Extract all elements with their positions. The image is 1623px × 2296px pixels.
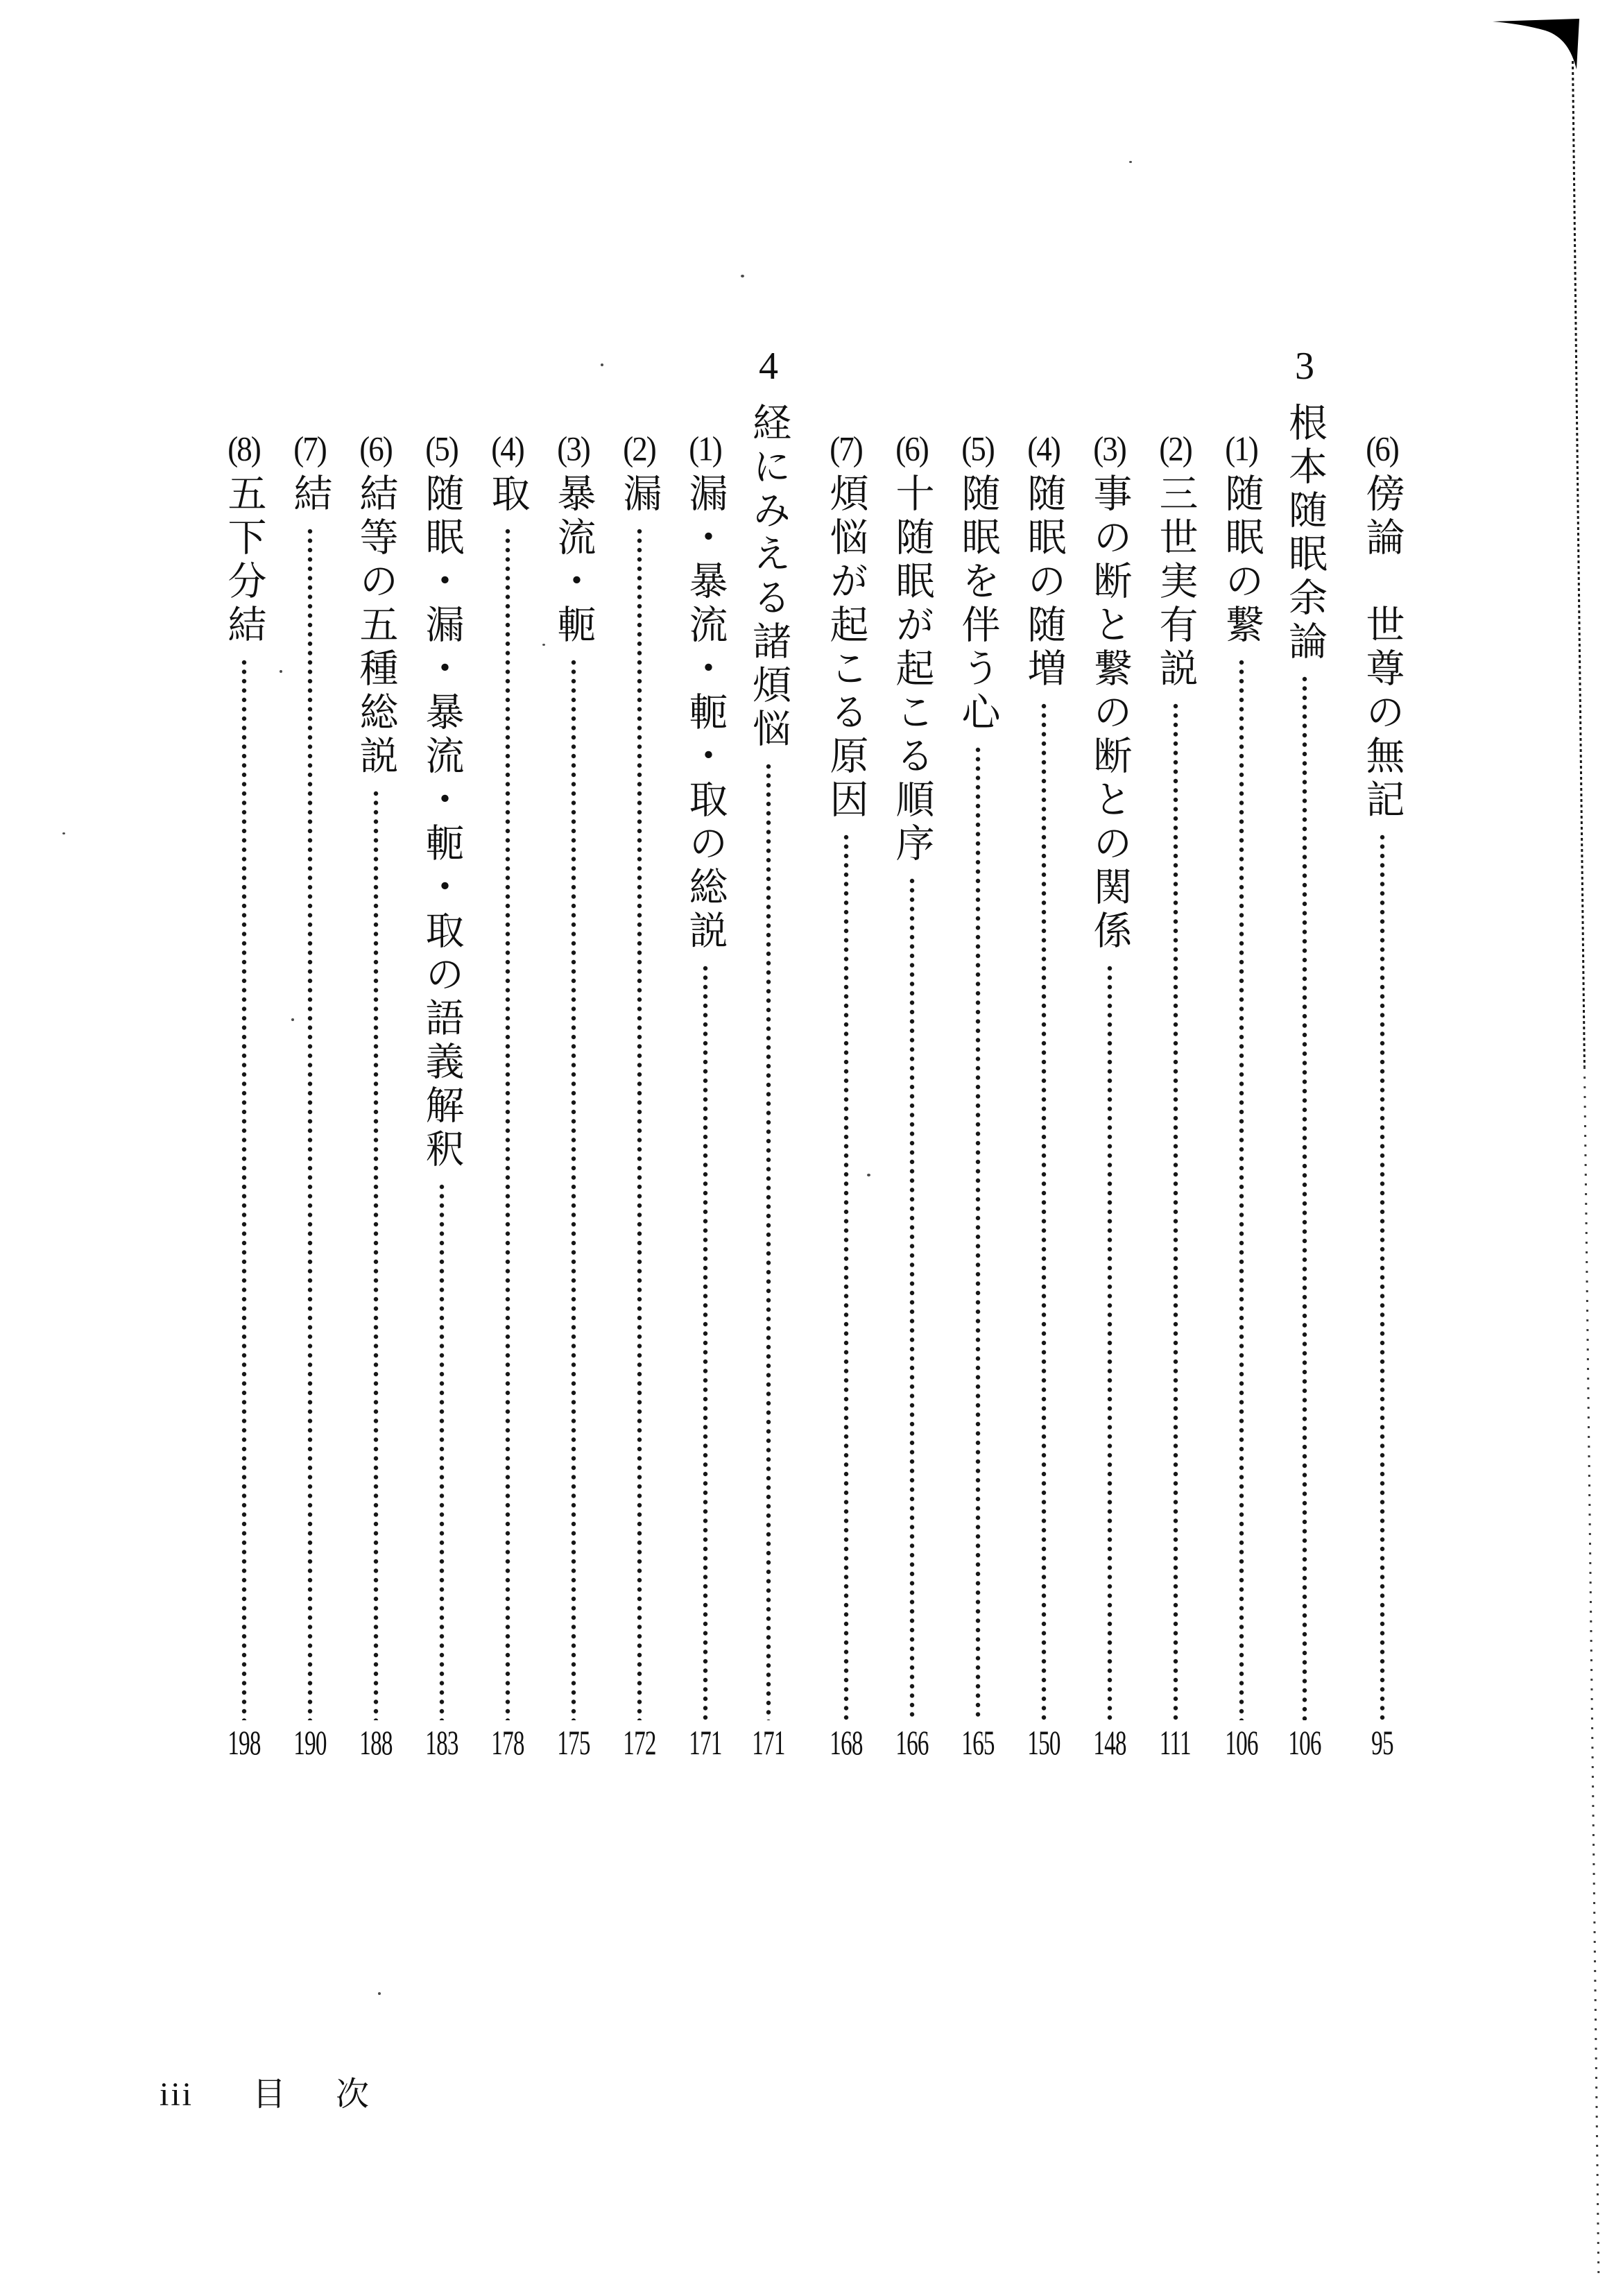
scan-edge-line-upper bbox=[1572, 61, 1586, 1067]
toc-entry-page: 190 bbox=[293, 1723, 327, 1762]
dotted-leader bbox=[1107, 965, 1113, 1720]
footer-page-number: iii bbox=[160, 2076, 194, 2113]
toc-entry-page: 171 bbox=[752, 1723, 785, 1762]
dotted-leader bbox=[307, 528, 313, 1720]
toc-entry-page: 171 bbox=[688, 1723, 722, 1762]
toc-item-marker: (4) bbox=[1027, 429, 1060, 468]
toc-item-marker: (4) bbox=[491, 429, 524, 468]
toc-entry-title: 暴流・軛 bbox=[551, 473, 595, 648]
toc-entry-title: 十随眠が起こる順序 bbox=[890, 473, 934, 866]
toc-entry-page: 150 bbox=[1027, 1723, 1060, 1762]
toc-entry-title: 煩悩が起こる原因 bbox=[824, 473, 868, 823]
dotted-leader bbox=[241, 659, 247, 1720]
toc-entry-title: 随眠の随増 bbox=[1022, 473, 1065, 692]
toc-item-marker: (3) bbox=[557, 429, 590, 468]
dotted-leader bbox=[1173, 703, 1178, 1720]
dotted-leader bbox=[373, 790, 379, 1720]
toc-entry-title: 随眠を伴う心 bbox=[956, 473, 999, 735]
toc-entry bbox=[879, 347, 945, 1769]
toc-entry-title: 随眠の繋 bbox=[1219, 473, 1263, 648]
toc-item-marker: (6) bbox=[359, 429, 392, 468]
toc-entry bbox=[1274, 347, 1335, 1769]
toc-entry bbox=[1011, 347, 1076, 1769]
toc-entry-page: 198 bbox=[227, 1723, 261, 1762]
toc-entry bbox=[211, 347, 277, 1769]
toc-item-marker: (7) bbox=[293, 429, 326, 468]
page-footer bbox=[160, 2067, 377, 2115]
toc-section-number: 4 bbox=[759, 345, 778, 388]
dotted-leader bbox=[1041, 703, 1047, 1720]
toc-item-marker: (1) bbox=[689, 429, 721, 468]
toc-entry bbox=[343, 347, 409, 1769]
toc-item-marker: (1) bbox=[1225, 429, 1257, 468]
toc-entry-title: 三世実有説 bbox=[1153, 473, 1197, 692]
toc-section-number: 3 bbox=[1295, 345, 1314, 388]
scan-speck bbox=[741, 275, 744, 277]
toc-entry-title: 漏・暴流・軛・取の総説 bbox=[683, 473, 727, 954]
toc-item-marker: (5) bbox=[425, 429, 458, 468]
toc-item-marker: (2) bbox=[623, 429, 655, 468]
toc-entry-page: 111 bbox=[1159, 1723, 1192, 1762]
scan-edge-line-lower bbox=[1583, 1067, 1599, 2277]
toc-item-marker: (7) bbox=[830, 429, 862, 468]
dotted-leader bbox=[843, 834, 849, 1720]
toc-entry bbox=[277, 347, 343, 1769]
toc bbox=[211, 347, 1415, 1769]
toc-entry bbox=[474, 347, 540, 1769]
toc-entry-title: 結 bbox=[288, 473, 332, 517]
dotted-leader bbox=[909, 877, 915, 1720]
toc-entry-title: 傍論 世尊の無記 bbox=[1360, 473, 1404, 823]
toc-item-marker: (6) bbox=[1366, 429, 1398, 468]
dotted-leader bbox=[703, 965, 708, 1720]
toc-item-marker: (8) bbox=[227, 429, 260, 468]
toc-entry bbox=[945, 347, 1011, 1769]
toc-entry bbox=[672, 347, 738, 1769]
toc-entry bbox=[1142, 347, 1208, 1769]
toc-entry-page: 178 bbox=[490, 1723, 524, 1762]
toc-entry bbox=[1076, 347, 1142, 1769]
toc-entry-page: 172 bbox=[622, 1723, 656, 1762]
toc-entry-page: 106 bbox=[1288, 1723, 1321, 1762]
scan-speck bbox=[1129, 161, 1132, 163]
toc-entry bbox=[738, 347, 799, 1769]
toc-entry bbox=[1208, 347, 1274, 1769]
scan-speck bbox=[62, 832, 65, 834]
toc-entry-page: 166 bbox=[895, 1723, 929, 1762]
dotted-leader bbox=[571, 659, 576, 1720]
toc-entry bbox=[606, 347, 672, 1769]
toc-entry-page: 106 bbox=[1224, 1723, 1258, 1762]
scan-speck bbox=[378, 1992, 381, 1995]
toc-item-marker: (5) bbox=[961, 429, 994, 468]
toc-entry-title: 随眠・漏・暴流・軛・取の語義解釈 bbox=[420, 473, 463, 1172]
toc-entry-title: 結等の五種総説 bbox=[354, 473, 397, 779]
toc-item-marker: (2) bbox=[1159, 429, 1192, 468]
footer-section-title: 目 次 bbox=[252, 2076, 378, 2113]
dotted-leader bbox=[1302, 676, 1307, 1720]
toc-entry-title: 経にみえる諸煩悩 bbox=[747, 402, 790, 752]
dotted-leader bbox=[439, 1183, 445, 1720]
dotted-leader bbox=[637, 528, 642, 1720]
toc-entry-page: 148 bbox=[1092, 1723, 1126, 1762]
toc-entry-page: 183 bbox=[424, 1723, 458, 1762]
toc-entry bbox=[1349, 347, 1415, 1769]
toc-entry bbox=[409, 347, 474, 1769]
dotted-leader bbox=[766, 763, 771, 1720]
dotted-leader bbox=[975, 746, 981, 1720]
toc-entry-page: 168 bbox=[829, 1723, 863, 1762]
toc-entry bbox=[813, 347, 879, 1769]
dotted-leader bbox=[1239, 659, 1244, 1720]
toc-entry-title: 取 bbox=[486, 473, 529, 517]
toc-entry-title: 五下分結 bbox=[222, 473, 266, 648]
dotted-leader bbox=[505, 528, 510, 1720]
toc-entry-title: 漏 bbox=[617, 473, 661, 517]
toc-entry bbox=[540, 347, 606, 1769]
scan-edge-line bbox=[1572, 61, 1599, 2277]
toc-entry-title: 根本随眠余論 bbox=[1283, 402, 1326, 665]
toc-item-marker: (3) bbox=[1093, 429, 1126, 468]
toc-entry-page: 95 bbox=[1371, 1723, 1393, 1762]
toc-entry-page: 175 bbox=[556, 1723, 590, 1762]
toc-entry-page: 188 bbox=[359, 1723, 393, 1762]
toc-entry-title: 事の断と繋の断との関係 bbox=[1088, 473, 1131, 954]
toc-entry-page: 165 bbox=[961, 1723, 995, 1762]
dotted-leader bbox=[1380, 834, 1385, 1720]
toc-item-marker: (6) bbox=[895, 429, 928, 468]
